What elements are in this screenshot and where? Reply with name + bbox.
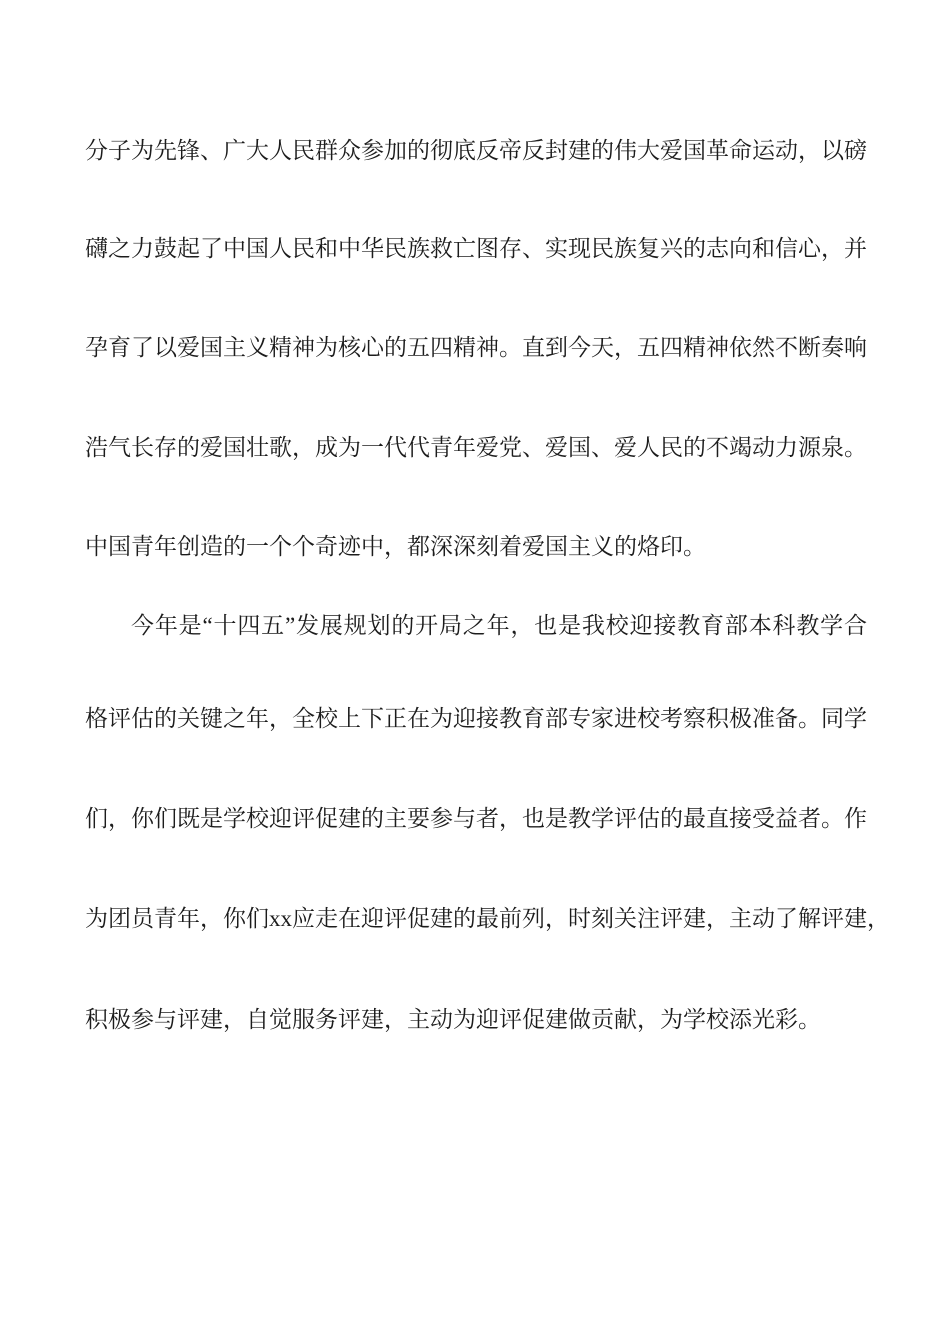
text-line: 们，你们既是学校迎评促建的主要参与者，也是教学评估的最直接受益者。作 [85, 806, 867, 831]
text-line: 孕育了以爱国主义精神为核心的五四精神。直到今天，五四精神依然不断奏响 [85, 335, 867, 360]
text-line: 格评估的关键之年，全校上下正在为迎接教育部专家进校考察积极准备。同学 [85, 706, 867, 731]
text-line: 浩气长存的爱国壮歌，成为一代代青年爱党、爱国、爱人民的不竭动力源泉。 [85, 435, 867, 460]
text-line: 积极参与评建，自觉服务评建，主动为迎评促建做贡献，为学校添光彩。 [85, 1007, 821, 1032]
text-line: 今年是“十四五”发展规划的开局之年，也是我校迎接教育部本科教学合 [131, 613, 867, 638]
text-line: 为团员青年，你们xx应走在迎评促建的最前列，时刻关注评建，主动了解评建， [85, 906, 890, 931]
text-line: 分子为先锋、广大人民群众参加的彻底反帝反封建的伟大爱国革命运动，以磅 [85, 138, 867, 163]
text-line: 中国青年创造的一个个奇迹中，都深深刻着爱国主义的烙印。 [85, 534, 706, 559]
text-line: 礴之力鼓起了中国人民和中华民族救亡图存、实现民族复兴的志向和信心，并 [85, 236, 867, 261]
